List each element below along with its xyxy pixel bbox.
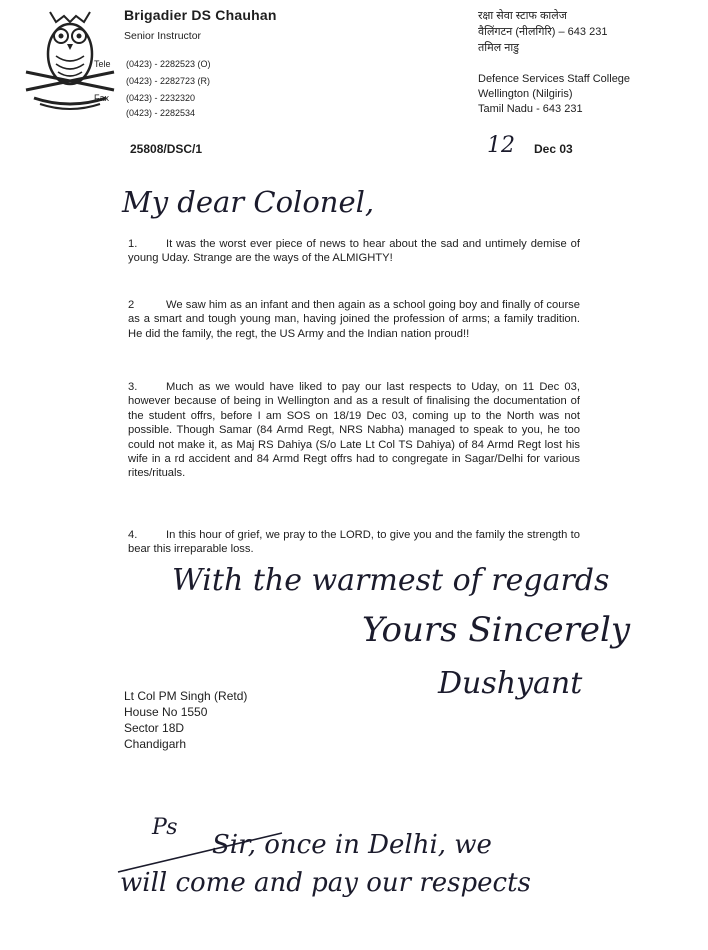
- paragraph-text: Much as we would have liked to pay our last respects to Uday, on 11 Dec 03, however because of being in Wellington and as a result of finalising the documentation of the student offrs, before I am SOS on 18/19 Dec 03, coming up to the North was not possible. Though Samar (84 Armd Regt, NRS Nabha) managed to speak to you, he too could not make it, as Maj RS Dahiya (S/o Late Lt Col TS Dahiya) of 84 Armd Regt lost his wife in a rd accident and 84 Armd Regt offrs had to congregate in Sagar/Delhi for various rites/rituals.: [128, 381, 580, 480]
- recipient-house: House No 1550: [124, 705, 208, 719]
- sender-name: Brigadier DS Chauhan: [124, 7, 277, 23]
- recipient-name: Lt Col PM Singh (Retd): [124, 689, 248, 703]
- hindi-line: रक्षा सेवा स्टाफ कालेज: [478, 10, 567, 22]
- paragraph-number: 4.: [128, 529, 138, 541]
- paragraph-number: 1.: [128, 238, 138, 250]
- date-day: 12: [487, 133, 515, 158]
- reference-number: 25808/DSC/1: [130, 142, 203, 156]
- hindi-line: वैलिंगटन (नीलगिरि) – 643 231: [478, 26, 608, 38]
- sender-title: Senior Instructor: [124, 30, 202, 42]
- paragraph-text: In this hour of grief, we pray to the LORD, to give you and the family the strength to bear this irreparable loss.: [128, 529, 580, 556]
- phone-residence: (0423) - 2282723 (R): [126, 76, 211, 86]
- phone-office: (0423) - 2282523 (O): [126, 59, 211, 69]
- recipient-city: Chandigarh: [124, 737, 187, 751]
- date-month-year: Dec 03: [534, 142, 573, 156]
- paragraph-text: We saw him as an infant and then again as a school going boy and finally of course as a smart and tough young man, having joined the profession of arms; a family tradition. He did the family, the regt, the US Army and the Indian nation proud!!: [128, 299, 580, 340]
- paragraph-text: It was the worst ever piece of news to hear about the sad and untimely demise of young Uday. Strange are the ways of the ALMIGHTY!: [128, 238, 580, 265]
- institution-state: Tamil Nadu - 643 231: [478, 103, 583, 115]
- fax-number-1: (0423) - 2232320: [126, 93, 196, 103]
- fax-label: Fax: [94, 93, 110, 103]
- postscript-line-1: Sir, once in Delhi, we: [212, 830, 492, 860]
- fax-number-2: (0423) - 2282534: [126, 108, 196, 118]
- paragraph-number: 2: [128, 299, 135, 311]
- salutation: My dear Colonel,: [122, 185, 375, 219]
- recipient-sector: Sector 18D: [124, 721, 185, 735]
- hindi-line: तमिल नाडु: [478, 42, 520, 54]
- postscript-line-2: will come and pay our respects: [120, 868, 531, 898]
- closing-yours-sincerely: Yours Sincerely: [362, 610, 631, 650]
- institution-location: Wellington (Nilgiris): [478, 88, 573, 100]
- institution-name: Defence Services Staff College: [478, 73, 631, 85]
- signature: Dushyant: [438, 666, 583, 701]
- postscript-label: Ps: [152, 815, 178, 840]
- paragraph-number: 3.: [128, 381, 138, 393]
- tele-label: Tele: [94, 59, 111, 69]
- closing-regards: With the warmest of regards: [172, 563, 610, 598]
